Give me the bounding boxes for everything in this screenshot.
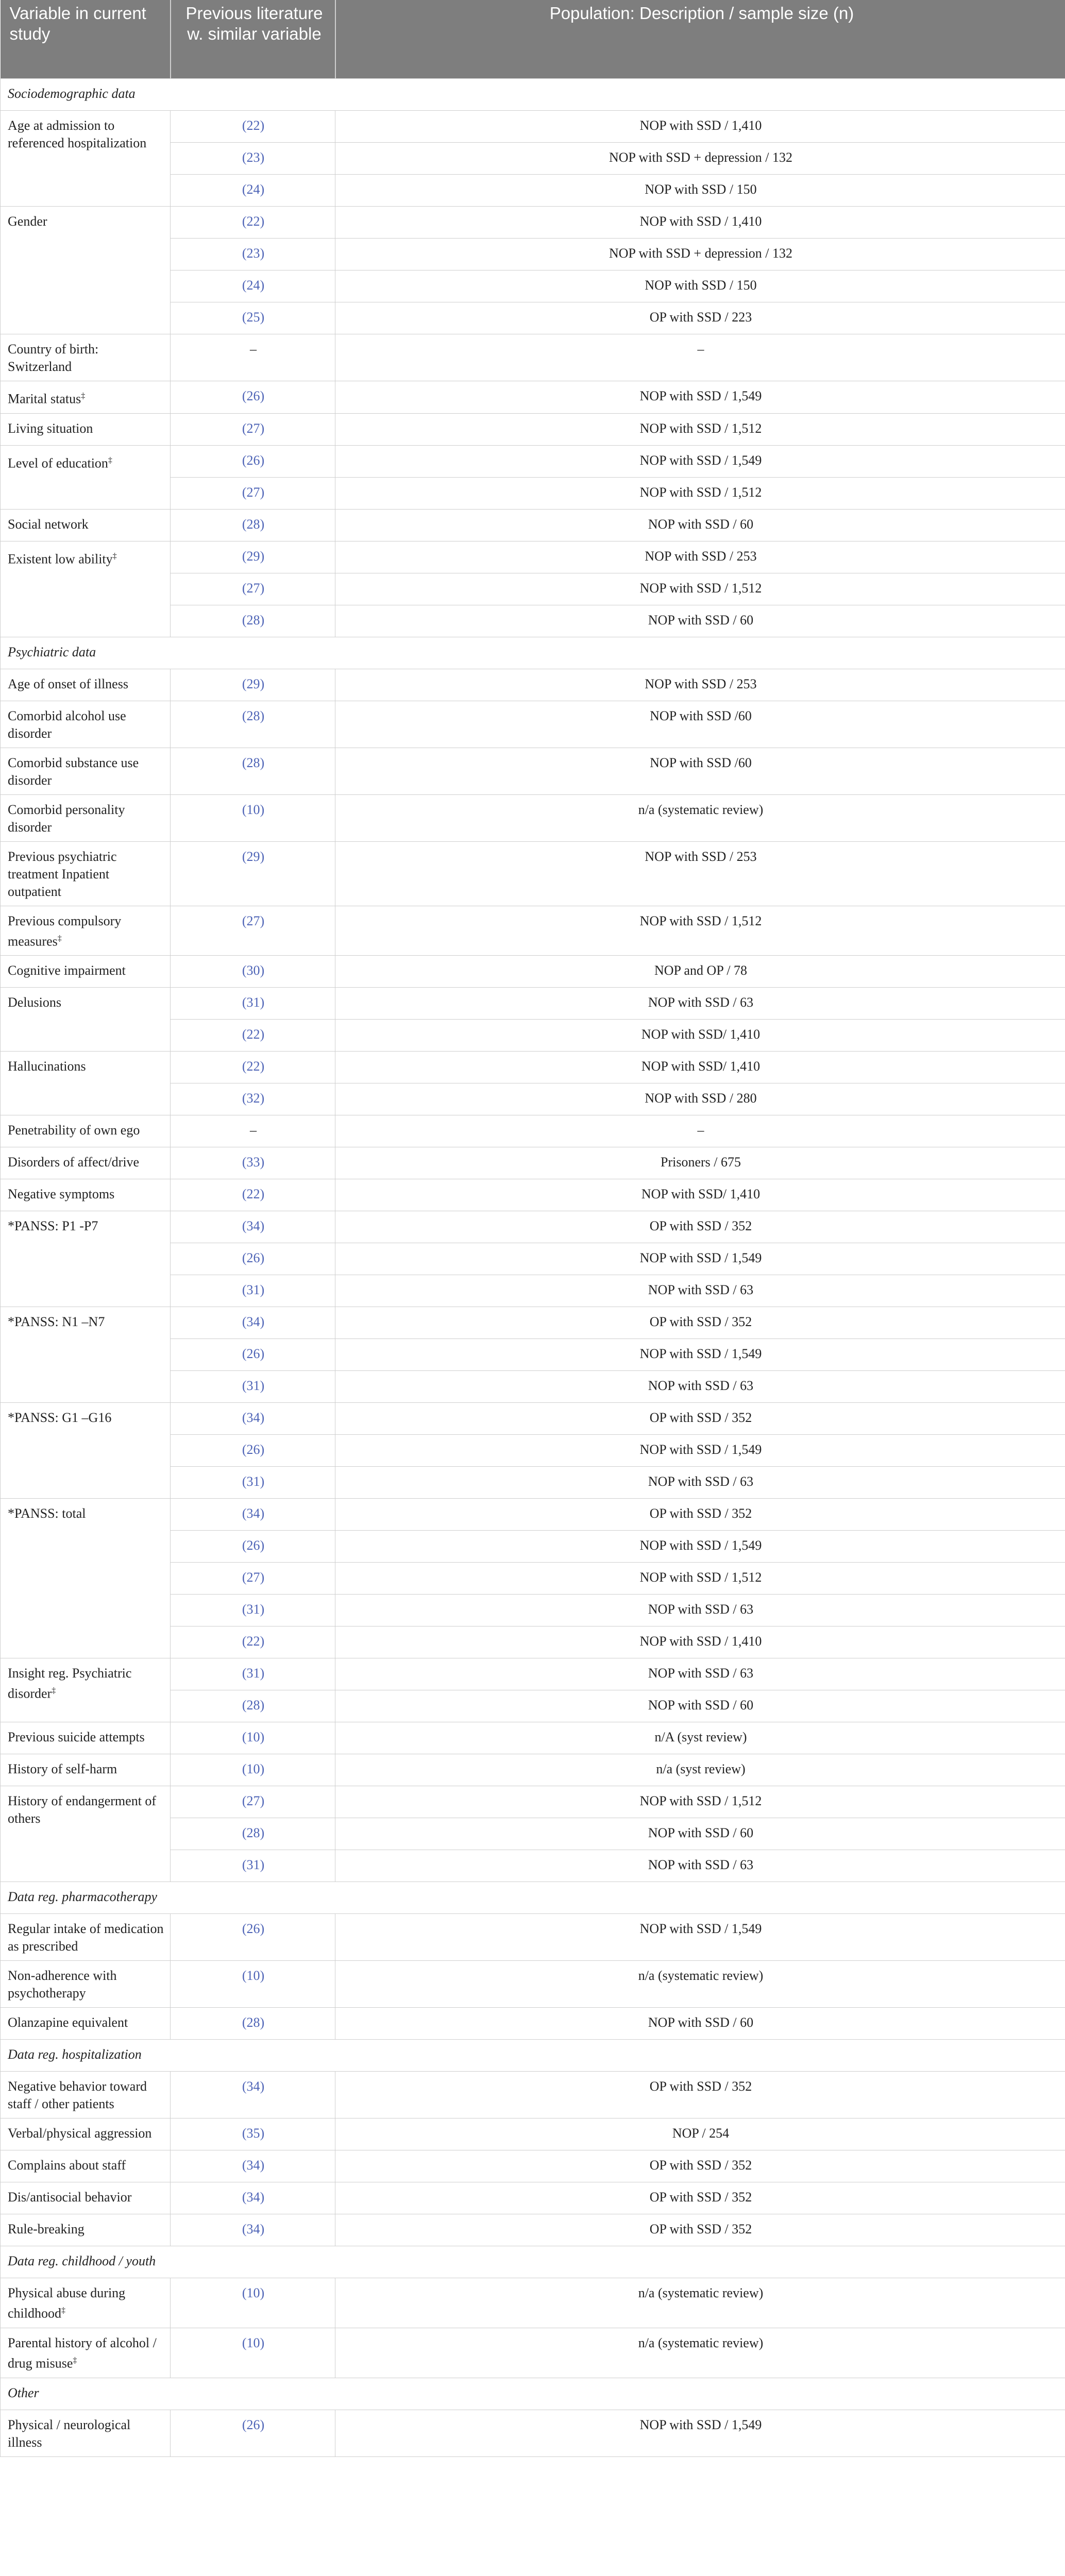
population-cell: OP with SSD / 352 xyxy=(335,1499,1065,1531)
variable-name: Social network xyxy=(8,516,89,532)
population-cell: n/a (systematic review) xyxy=(335,794,1065,841)
section-heading: Psychiatric data xyxy=(1,637,1065,669)
footnote-marker: ‡ xyxy=(112,551,117,561)
population-cell: NOP with SSD / 150 xyxy=(335,175,1065,207)
section-row xyxy=(1,2246,1065,2278)
reference-link[interactable]: (35) xyxy=(171,2119,335,2150)
population-cell: NOP with SSD / 253 xyxy=(335,669,1065,701)
population-cell: NOP with SSD / 1,512 xyxy=(335,906,1065,956)
variable-name: Physical / neurological illness xyxy=(8,2417,131,2450)
variable-name: *PANSS: total xyxy=(8,1506,86,1521)
variable-name: Level of education xyxy=(8,455,108,471)
table-row xyxy=(1,1786,1065,1818)
table-body xyxy=(1,79,1065,2457)
variable-name: Insight reg. Psychiatric disorder xyxy=(8,1666,132,1701)
variable-cell xyxy=(1,1052,171,1115)
variable-cell xyxy=(1,701,171,748)
variable-name: *PANSS: P1 -P7 xyxy=(8,1218,98,1234)
reference-link[interactable]: (26) xyxy=(171,445,335,477)
reference-link[interactable]: (34) xyxy=(171,1499,335,1531)
section-row xyxy=(1,2378,1065,2410)
section-heading: Data reg. hospitalization xyxy=(1,2040,1065,2072)
variable-cell xyxy=(1,2214,171,2246)
table-row xyxy=(1,2072,1065,2119)
table-row xyxy=(1,1211,1065,1243)
table-row xyxy=(1,794,1065,841)
table-row xyxy=(1,1115,1065,1147)
variable-cell xyxy=(1,1754,171,1786)
variable-cell xyxy=(1,748,171,794)
population-cell: NOP with SSD / 60 xyxy=(335,1690,1065,1722)
variable-name: *PANSS: G1 –G16 xyxy=(8,1410,112,1426)
population-cell: NOP with SSD / 1,512 xyxy=(335,573,1065,605)
table-row xyxy=(1,1722,1065,1754)
variable-cell xyxy=(1,1115,171,1147)
population-cell: NOP with SSD / 60 xyxy=(335,2008,1065,2040)
population-cell: OP with SSD / 352 xyxy=(335,1211,1065,1243)
table-row xyxy=(1,111,1065,143)
reference-link[interactable]: (10) xyxy=(171,1961,335,2008)
table-row xyxy=(1,2278,1065,2328)
population-cell: NOP with SSD / 253 xyxy=(335,841,1065,906)
variable-name: Comorbid substance use disorder xyxy=(8,755,139,788)
reference-link: – xyxy=(171,1115,335,1147)
variable-name: Country of birth: Switzerland xyxy=(8,342,99,374)
population-cell: NOP with SSD + depression / 132 xyxy=(335,143,1065,175)
table-row xyxy=(1,2328,1065,2378)
variable-cell xyxy=(1,111,171,207)
variable-cell xyxy=(1,381,171,414)
table-row xyxy=(1,1658,1065,1690)
table-row xyxy=(1,207,1065,239)
population-cell: NOP / 254 xyxy=(335,2119,1065,2150)
reference-link[interactable]: (29) xyxy=(171,841,335,906)
population-cell: NOP with SSD / 60 xyxy=(335,605,1065,637)
table-row xyxy=(1,1052,1065,1083)
variable-name: History of self-harm xyxy=(8,1761,117,1777)
reference-link[interactable]: (28) xyxy=(171,701,335,748)
variable-name: Comorbid personality disorder xyxy=(8,802,125,835)
variable-cell xyxy=(1,2072,171,2119)
variable-cell xyxy=(1,1722,171,1754)
variable-name: Age of onset of illness xyxy=(8,676,128,691)
population-cell: NOP with SSD / 1,549 xyxy=(335,1435,1065,1467)
population-cell: Prisoners / 675 xyxy=(335,1147,1065,1179)
population-cell: NOP with SSD / 1,512 xyxy=(335,1563,1065,1595)
section-heading: Other xyxy=(1,2378,1065,2410)
variable-cell xyxy=(1,413,171,445)
population-cell: NOP with SSD / 1,410 xyxy=(335,207,1065,239)
reference-link[interactable]: (26) xyxy=(171,2410,335,2456)
reference-link[interactable]: (34) xyxy=(171,2182,335,2214)
reference-link[interactable]: (24) xyxy=(171,270,335,302)
table-row xyxy=(1,841,1065,906)
table-row xyxy=(1,1754,1065,1786)
population-cell: NOP with SSD / 1,410 xyxy=(335,1626,1065,1658)
table-row xyxy=(1,1403,1065,1435)
reference-link[interactable]: (27) xyxy=(171,1786,335,1818)
population-cell: NOP with SSD / 63 xyxy=(335,1467,1065,1499)
reference-link[interactable]: (10) xyxy=(171,794,335,841)
variable-name: *PANSS: N1 –N7 xyxy=(8,1314,105,1330)
table-row xyxy=(1,669,1065,701)
variable-name: Living situation xyxy=(8,420,93,436)
reference-link[interactable]: (10) xyxy=(171,2278,335,2328)
population-cell: OP with SSD / 352 xyxy=(335,1403,1065,1435)
reference-link[interactable]: (34) xyxy=(171,2214,335,2246)
section-row xyxy=(1,1882,1065,1914)
variable-cell xyxy=(1,988,171,1052)
reference-link[interactable]: (26) xyxy=(171,1243,335,1275)
variable-name: Negative behavior toward staff / other patients xyxy=(8,2079,147,2112)
population-cell: NOP with SSD / 1,410 xyxy=(335,111,1065,143)
table-row xyxy=(1,2150,1065,2182)
section-heading: Data reg. childhood / youth xyxy=(1,2246,1065,2278)
reference-link[interactable]: (33) xyxy=(171,1147,335,1179)
reference-link[interactable]: (27) xyxy=(171,413,335,445)
variable-name: Dis/antisocial behavior xyxy=(8,2190,132,2205)
population-cell: NOP with SSD / 63 xyxy=(335,1658,1065,1690)
reference-link[interactable]: (31) xyxy=(171,1467,335,1499)
population-cell: n/A (syst review) xyxy=(335,1722,1065,1754)
variable-cell xyxy=(1,509,171,541)
reference-link[interactable]: (28) xyxy=(171,605,335,637)
population-cell: NOP with SSD/ 1,410 xyxy=(335,1179,1065,1211)
reference-link[interactable]: (34) xyxy=(171,1307,335,1339)
table-header-row xyxy=(1,0,1065,79)
population-cell: OP with SSD / 352 xyxy=(335,1307,1065,1339)
table-row xyxy=(1,1179,1065,1211)
variable-name: Previous psychiatric treatment Inpatient outpatient xyxy=(8,849,117,899)
variable-name: Previous suicide attempts xyxy=(8,1730,145,1745)
variable-cell xyxy=(1,1211,171,1307)
variable-cell xyxy=(1,2150,171,2182)
reference-link[interactable]: (23) xyxy=(171,239,335,270)
population-cell: n/a (systematic review) xyxy=(335,1961,1065,2008)
reference-link[interactable]: (28) xyxy=(171,1690,335,1722)
table-row xyxy=(1,509,1065,541)
reference-link[interactable]: (31) xyxy=(171,988,335,1020)
reference-link[interactable]: (28) xyxy=(171,509,335,541)
population-cell: NOP with SSD + depression / 132 xyxy=(335,239,1065,270)
population-cell: NOP with SSD / 1,549 xyxy=(335,1914,1065,1961)
reference-link[interactable]: (24) xyxy=(171,175,335,207)
footnote-marker: ‡ xyxy=(81,392,86,400)
reference-link[interactable]: (26) xyxy=(171,1914,335,1961)
section-row xyxy=(1,637,1065,669)
variable-cell xyxy=(1,2278,171,2328)
reference-link[interactable]: (26) xyxy=(171,381,335,414)
population-cell: OP with SSD / 352 xyxy=(335,2072,1065,2119)
reference-link[interactable]: (22) xyxy=(171,1179,335,1211)
reference-link[interactable]: (34) xyxy=(171,1403,335,1435)
reference-link[interactable]: (30) xyxy=(171,956,335,988)
variable-name: Negative symptoms xyxy=(8,1187,115,1202)
variable-name: Gender xyxy=(8,214,47,229)
population-cell: NOP with SSD/ 1,410 xyxy=(335,1052,1065,1083)
variable-name: Rule-breaking xyxy=(8,2222,84,2237)
reference-link[interactable]: (28) xyxy=(171,2008,335,2040)
variable-cell xyxy=(1,1658,171,1722)
population-cell: NOP with SSD / 60 xyxy=(335,1818,1065,1850)
reference-link[interactable]: (10) xyxy=(171,1722,335,1754)
variable-name: Complains about staff xyxy=(8,2158,126,2173)
table-row xyxy=(1,906,1065,956)
population-cell: NOP with SSD / 1,512 xyxy=(335,413,1065,445)
reference-link[interactable]: (31) xyxy=(171,1371,335,1403)
population-cell: NOP with SSD / 63 xyxy=(335,1275,1065,1307)
header-population: Population: Description / sample size (n) xyxy=(335,0,1065,79)
variable-name: Verbal/physical aggression xyxy=(8,2126,152,2141)
reference-link[interactable]: (34) xyxy=(171,2150,335,2182)
reference-link[interactable]: (28) xyxy=(171,1818,335,1850)
table-row xyxy=(1,1147,1065,1179)
population-cell: – xyxy=(335,1115,1065,1147)
reference-link[interactable]: (22) xyxy=(171,111,335,143)
footnote-marker: ‡ xyxy=(73,2355,77,2365)
population-cell: NOP with SSD / 1,549 xyxy=(335,445,1065,477)
population-cell: OP with SSD / 352 xyxy=(335,2150,1065,2182)
population-cell: OP with SSD / 352 xyxy=(335,2214,1065,2246)
reference-link[interactable]: (27) xyxy=(171,906,335,956)
table-row xyxy=(1,2410,1065,2456)
reference-link[interactable]: (28) xyxy=(171,748,335,794)
reference-link[interactable]: (23) xyxy=(171,143,335,175)
population-cell: OP with SSD / 223 xyxy=(335,302,1065,334)
reference-link[interactable]: (27) xyxy=(171,573,335,605)
section-row xyxy=(1,79,1065,111)
variable-name: Marital status xyxy=(8,391,81,406)
table-row xyxy=(1,334,1065,381)
population-cell: NOP with SSD / 1,549 xyxy=(335,1339,1065,1371)
variable-name: Delusions xyxy=(8,995,61,1010)
reference-link: – xyxy=(171,334,335,381)
population-cell: n/a (systematic review) xyxy=(335,2328,1065,2378)
table-row xyxy=(1,1499,1065,1531)
reference-link[interactable]: (22) xyxy=(171,1626,335,1658)
variable-name: Existent low ability xyxy=(8,551,113,567)
variable-name: Cognitive impairment xyxy=(8,963,126,978)
variable-name: Olanzapine equivalent xyxy=(8,2015,128,2030)
population-cell: NOP with SSD / 1,549 xyxy=(335,1243,1065,1275)
header-literature: Previous literature w. similar variable xyxy=(171,0,335,79)
reference-link[interactable]: (22) xyxy=(171,1052,335,1083)
reference-link[interactable]: (31) xyxy=(171,1658,335,1690)
variable-cell xyxy=(1,2008,171,2040)
population-cell: NOP with SSD / 1,549 xyxy=(335,1531,1065,1563)
population-cell: NOP with SSD / 1,512 xyxy=(335,477,1065,509)
variable-cell xyxy=(1,207,171,334)
variable-cell xyxy=(1,956,171,988)
header-variable: Variable in current study xyxy=(1,0,171,79)
reference-link[interactable]: (29) xyxy=(171,669,335,701)
population-cell: NOP and OP / 78 xyxy=(335,956,1065,988)
section-heading: Sociodemographic data xyxy=(1,79,1065,111)
variable-name: Age at admission to referenced hospitalization xyxy=(8,118,147,150)
variable-cell xyxy=(1,2410,171,2456)
reference-link[interactable]: (26) xyxy=(171,1531,335,1563)
variable-cell xyxy=(1,2182,171,2214)
variable-name: Physical abuse during childhood xyxy=(8,2285,126,2321)
population-cell: – xyxy=(335,334,1065,381)
reference-link[interactable]: (31) xyxy=(171,1850,335,1882)
variable-name: Regular intake of medication as prescribed xyxy=(8,1921,164,1954)
population-cell: NOP with SSD /60 xyxy=(335,748,1065,794)
variable-cell xyxy=(1,1961,171,2008)
reference-link[interactable]: (31) xyxy=(171,1595,335,1626)
section-heading: Data reg. pharmacotherapy xyxy=(1,1882,1065,1914)
population-cell: NOP with SSD / 280 xyxy=(335,1083,1065,1115)
table-row xyxy=(1,2182,1065,2214)
reference-link[interactable]: (22) xyxy=(171,1020,335,1052)
variable-cell xyxy=(1,1786,171,1882)
variable-cell xyxy=(1,334,171,381)
reference-link[interactable]: (26) xyxy=(171,1435,335,1467)
population-cell: NOP with SSD / 60 xyxy=(335,509,1065,541)
variable-name: Non-adherence with psychotherapy xyxy=(8,1968,117,2001)
table-row xyxy=(1,541,1065,573)
variable-cell xyxy=(1,1403,171,1499)
table-row xyxy=(1,381,1065,414)
population-cell: NOP with SSD / 63 xyxy=(335,1850,1065,1882)
variable-name: Previous compulsory measures xyxy=(8,913,122,949)
table-row xyxy=(1,2008,1065,2040)
table-row xyxy=(1,1307,1065,1339)
population-cell: NOP with SSD / 253 xyxy=(335,541,1065,573)
footnote-marker: ‡ xyxy=(108,455,112,465)
population-cell: n/a (systematic review) xyxy=(335,2278,1065,2328)
reference-link[interactable]: (26) xyxy=(171,1339,335,1371)
variable-name: Parental history of alcohol / drug misuse xyxy=(8,2335,157,2371)
section-row xyxy=(1,2040,1065,2072)
table-row xyxy=(1,988,1065,1020)
variable-cell xyxy=(1,1147,171,1179)
population-cell: NOP with SSD / 63 xyxy=(335,1595,1065,1626)
variable-cell xyxy=(1,2119,171,2150)
variable-name: Hallucinations xyxy=(8,1059,86,1074)
variable-cell xyxy=(1,2328,171,2378)
population-cell: NOP with SSD / 1,549 xyxy=(335,381,1065,414)
reference-link[interactable]: (22) xyxy=(171,207,335,239)
reference-link[interactable]: (10) xyxy=(171,1754,335,1786)
reference-link[interactable]: (34) xyxy=(171,1211,335,1243)
table-row xyxy=(1,748,1065,794)
population-cell: NOP with SSD / 150 xyxy=(335,270,1065,302)
table-row xyxy=(1,701,1065,748)
variable-name: Disorders of affect/drive xyxy=(8,1155,140,1170)
variable-cell xyxy=(1,1499,171,1658)
table-row xyxy=(1,445,1065,477)
variable-cell xyxy=(1,1914,171,1961)
reference-link[interactable]: (32) xyxy=(171,1083,335,1115)
footnote-marker: ‡ xyxy=(57,934,62,943)
reference-link[interactable]: (34) xyxy=(171,2072,335,2119)
table-row xyxy=(1,1914,1065,1961)
variable-name: Penetrability of own ego xyxy=(8,1123,140,1138)
table-row xyxy=(1,956,1065,988)
variable-cell xyxy=(1,445,171,509)
table-row xyxy=(1,2119,1065,2150)
population-cell: n/a (syst review) xyxy=(335,1754,1065,1786)
reference-link[interactable]: (29) xyxy=(171,541,335,573)
variable-name: History of endangerment of others xyxy=(8,1793,157,1826)
variable-name: Comorbid alcohol use disorder xyxy=(8,708,126,741)
table-row xyxy=(1,1961,1065,2008)
population-cell: NOP with SSD / 1,549 xyxy=(335,2410,1065,2456)
reference-link[interactable]: (27) xyxy=(171,1563,335,1595)
reference-link[interactable]: (31) xyxy=(171,1275,335,1307)
variable-cell xyxy=(1,841,171,906)
population-cell: NOP with SSD/ 1,410 xyxy=(335,1020,1065,1052)
table-row xyxy=(1,413,1065,445)
population-cell: OP with SSD / 352 xyxy=(335,2182,1065,2214)
variable-cell xyxy=(1,794,171,841)
variable-cell xyxy=(1,669,171,701)
variable-cell xyxy=(1,541,171,637)
footnote-marker: ‡ xyxy=(52,1686,56,1696)
reference-link[interactable]: (10) xyxy=(171,2328,335,2378)
variable-cell xyxy=(1,1307,171,1403)
variable-cell xyxy=(1,906,171,956)
reference-link[interactable]: (27) xyxy=(171,477,335,509)
table-row xyxy=(1,2214,1065,2246)
variable-cell xyxy=(1,1179,171,1211)
footnote-marker: ‡ xyxy=(61,2306,65,2315)
population-cell: NOP with SSD / 63 xyxy=(335,988,1065,1020)
reference-link[interactable]: (25) xyxy=(171,302,335,334)
population-cell: NOP with SSD / 63 xyxy=(335,1371,1065,1403)
population-cell: NOP with SSD / 1,512 xyxy=(335,1786,1065,1818)
population-cell: NOP with SSD /60 xyxy=(335,701,1065,748)
